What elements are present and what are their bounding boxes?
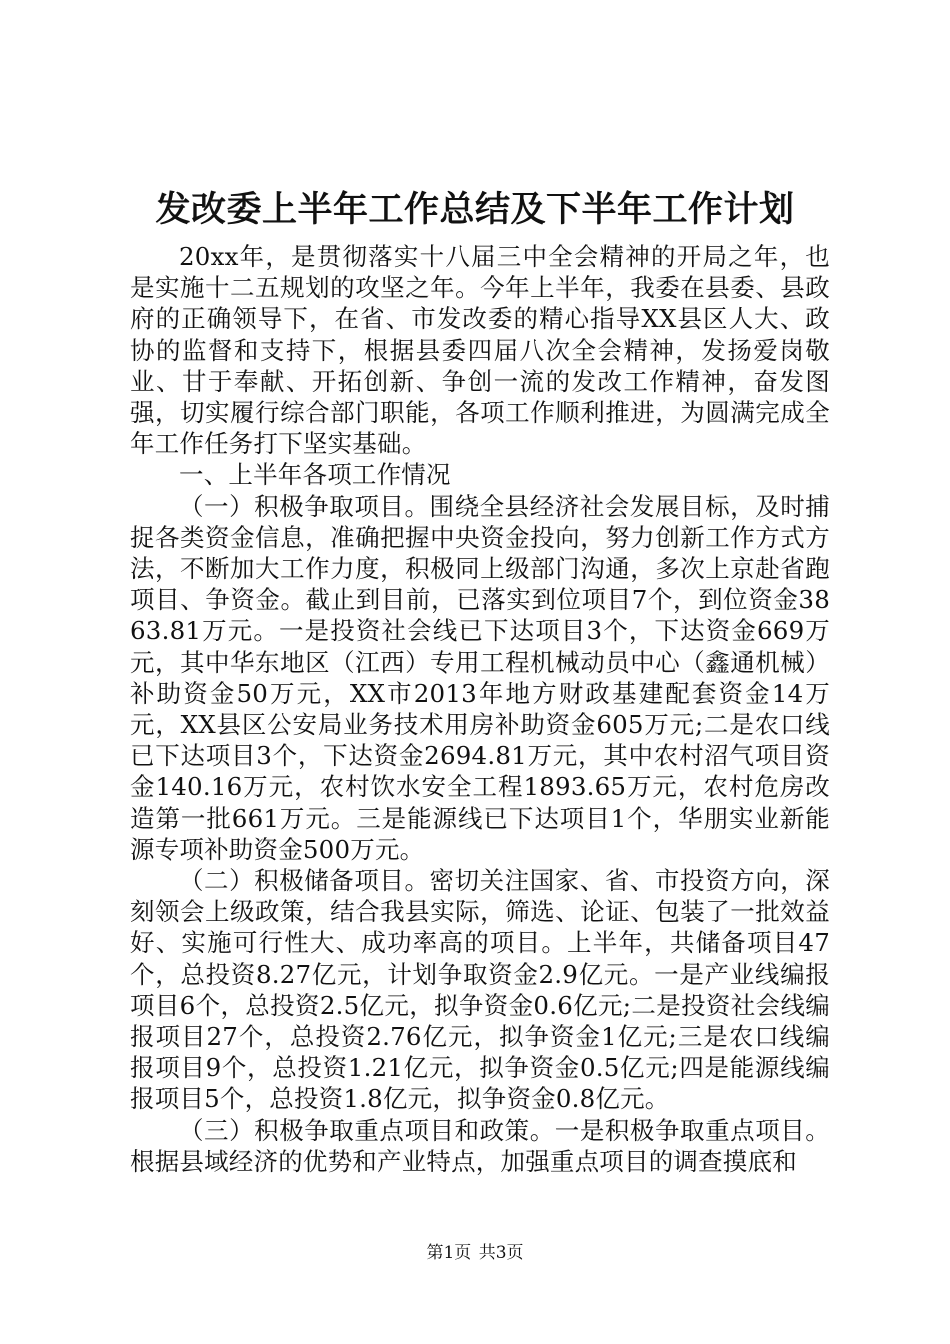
- page-number-footer: 第1页 共3页: [426, 1243, 524, 1263]
- document-title: 发改委上半年工作总结及下半年工作计划: [155, 189, 795, 230]
- paragraph-project-acquisition: （一）积极争取项目。围绕全县经济社会发展目标，及时捕捉各类资金信息，准确把握中央资金投向，努力创新工作方式方法，不断加大工作力度，积极同上级部门沟通，多次上京赴省跑项目、争资金。截止到目前，已落实到位项目7个，到位资金3863.81万元。一是投资社会线已下达项目3个，下达资金669万元，其中华东地区（江西）专用工程机械动员中心（鑫通机械）补助资金50万元，XX市2013年地方财政基建配套资金14万元，XX县区公安局业务技术用房补助资金605万元;二是农口线已下达项目3个，下达资金2694.81万元，其中农村沼气项目资金140.16万元，农村饮水安全工程1893.65万元，农村危房改造第一批661万元。三是能源线已下达项目1个，华朋实业新能源专项补助资金500万元。: [130, 491, 830, 864]
- section-heading: 一、上半年各项工作情况: [179, 460, 451, 490]
- paragraph-key-projects: （三）积极争取重点项目和政策。一是积极争取重点项目。根据县域经济的优势和产业特点，加强重点项目的调查摸底和: [130, 1115, 830, 1176]
- document-body: [130, 241, 830, 1177]
- paragraph-project-reserve: （二）积极储备项目。密切关注国家、省、市投资方向，深刻领会上级政策，结合我县实际，筛选、论证、包装了一批效益好、实施可行性大、成功率高的项目。上半年，共储备项目47个，总投资8.27亿元，计划争取资金2.9亿元。一是产业线编报项目6个，总投资2.5亿元，拟争资金0.6亿元;二是投资社会线编报项目27个，总投资2.76亿元，拟争资金1亿元;三是农口线编报项目9个，总投资1.21亿元，拟争资金0.5亿元;四是能源线编报项目5个，总投资1.8亿元，拟争资金0.8亿元。: [130, 866, 830, 1114]
- intro-paragraph: 20xx年，是贯彻落实十八届三中全会精神的开局之年，也是实施十二五规划的攻坚之年。今年上半年，我委在县委、县政府的正确领导下，在省、市发改委的精心指导XX县区人大、政协的监督和支持下，根据县委四届八次全会精神，发扬爱岗敬业、甘于奉献、开拓创新、争创一流的发改工作精神，奋发图强，切实履行综合部门职能，各项工作顺利推进，为圆满完成全年工作任务打下坚实基础。: [130, 242, 830, 459]
